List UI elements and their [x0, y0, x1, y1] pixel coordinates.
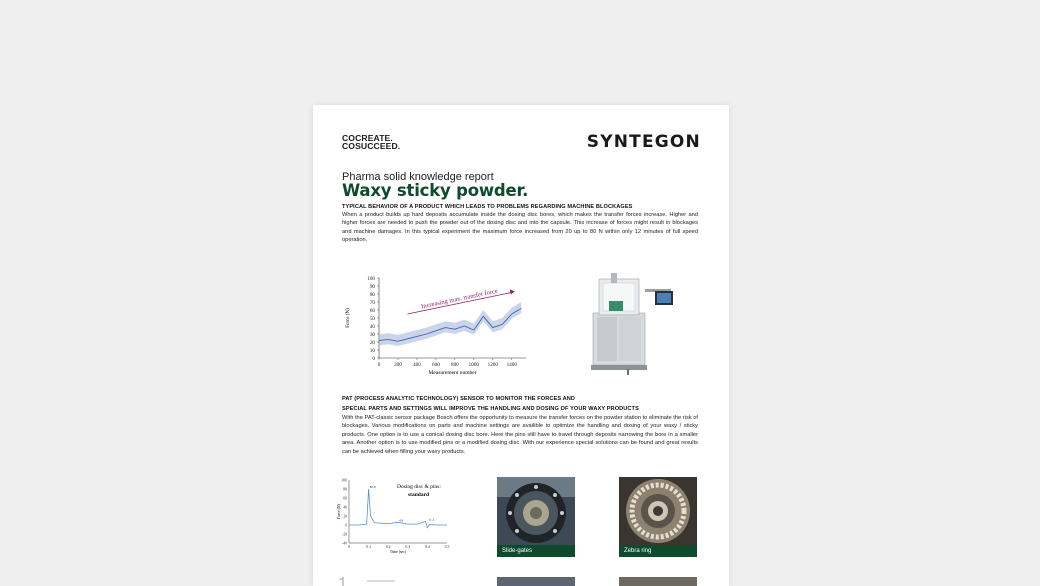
- force-chart-ytick-label: 0: [372, 355, 375, 362]
- force-chart-xtick-label: 0: [377, 362, 381, 368]
- next-photo-partial-2: [619, 577, 697, 586]
- force-chart-ytick-label: 20: [369, 339, 375, 346]
- force-chart-arrowhead: [510, 289, 515, 294]
- dosing-force-chart-xtick-label: 0.3: [405, 545, 411, 549]
- force-chart-xlabel: Measurement number: [428, 370, 477, 376]
- dosing-force-chart-point-label: 4.9: [399, 518, 404, 523]
- dosing-force-chart-ylabel: Force (N): [337, 504, 341, 519]
- force-chart-annotation: Increasing max. transfer force: [420, 287, 499, 311]
- tagline-line-1: COCREATE.: [342, 133, 393, 143]
- zebra-ring-caption: Zebra ring: [619, 545, 697, 557]
- dosing-force-chart-ytick-label: 60: [343, 496, 347, 501]
- next-chart-partial: [337, 575, 397, 586]
- zebra-ring-photo: [619, 477, 697, 557]
- force-chart-ytick-label: 60: [369, 307, 375, 314]
- brand-logo: SYNTEGON: [586, 132, 701, 152]
- force-chart-xtick-label: 800: [450, 362, 459, 368]
- tagline: [342, 134, 400, 151]
- dosing-force-chart-ytick-label: -40: [341, 541, 347, 546]
- force-chart-ytick-label: 10: [369, 347, 375, 354]
- force-chart-xtick-label: 1200: [487, 362, 498, 368]
- force-chart-ytick-label: 30: [369, 331, 375, 338]
- dosing-force-chart-xtick-label: 0.1: [366, 545, 371, 549]
- dosing-force-chart-point-label: 11.2: [428, 517, 435, 522]
- force-chart-ytick-label: 70: [369, 299, 375, 306]
- force-chart-xtick-label: 600: [432, 362, 440, 368]
- document-page: [313, 105, 729, 586]
- force-chart-ytick-label: 100: [367, 275, 375, 282]
- dosing-force-chart-ytick-label: -20: [341, 532, 347, 537]
- dosing-force-chart-ytick-label: 100: [341, 478, 347, 483]
- dosing-force-chart-xtick-label: 0.5: [444, 545, 450, 549]
- dosing-force-chart-ytick-label: 0: [345, 523, 347, 528]
- force-chart-xtick-label: 1400: [506, 362, 517, 368]
- dosing-force-chart-line: [349, 489, 447, 528]
- force-chart-xtick-label: 200: [394, 362, 402, 368]
- dosing-force-chart-xtick-label: 0.4: [425, 545, 430, 549]
- dosing-force-chart-title: Dosing disc & pins:: [397, 484, 441, 490]
- dosing-force-chart: [337, 475, 457, 557]
- force-chart-band: [379, 302, 521, 346]
- next-photo-partial-1: [497, 577, 575, 586]
- dosing-force-chart-ytick-label: 20: [343, 514, 347, 519]
- force-chart-xtick-label: 1000: [468, 362, 480, 368]
- section-2-body: With the PAT-classic sensor package Bosch offers the opportunity to measure the transfer forces on the powder station to eliminate the risk of blockages. Various modifications on parts and machine settings are availible to optimize the handling and dosing of your waxy / sticky products. One option is to use a conical dosing disc bore. Here the pins still have to travel through deposits narrowing the bore in a smaller area. Another option is to use modified pins or a modified dosing disc. With our experience special solutions can be found and great results can be achieved when filling your waxy products.: [342, 415, 698, 455]
- force-chart-xtick-label: 400: [413, 362, 421, 368]
- section-2-heading-1: PAT (PROCESS ANALYTIC TECHNOLOGY) SENSOR TO MONITOR THE FORCES AND: [342, 396, 576, 402]
- section-2-heading-2: SPECIAL PARTS AND SETTINGS WILL IMPROVE THE HANDLING AND DOSING OF YOUR WAXY PRODUCTS: [342, 406, 639, 412]
- dosing-force-chart-xtick-label: 0.2: [385, 545, 391, 549]
- section-1-heading: TYPICAL BEHAVIOR OF A PRODUCT WHICH LEADS TO PROBLEMS REGARDING MACHINE BLOCKAGES: [342, 204, 633, 210]
- capsule-filling-machine-image: [583, 265, 693, 377]
- force-chart-ylabel: Force (N): [346, 308, 351, 328]
- dosing-force-chart-point-label: 80.9: [369, 485, 376, 489]
- tagline-line-2: COSUCCEED.: [342, 141, 401, 152]
- dosing-force-chart-xtick-label: 0: [348, 545, 350, 549]
- dosing-force-chart-ytick-label: 40: [343, 505, 347, 510]
- dosing-force-chart-point-labels: [370, 485, 435, 522]
- force-chart: [339, 271, 539, 377]
- force-chart-ytick-label: 50: [369, 315, 375, 322]
- report-title: Waxy sticky powder.: [342, 181, 529, 200]
- slide-gates-caption: Slide-gates: [497, 545, 575, 557]
- section-1-body: When a product builds up hard deposits accumulate inside the dosing disc bores, which makes the transfer forces increase. Higher and higher forces are needed to push the powder out of the dosing disc and into the capsule. This increase of forces might result in blockages and machine damages. In this typical experiment the maximum force increased from 20 up to 80 N within only 12 minutes of full speed operation.: [342, 212, 698, 244]
- force-chart-ytick-label: 40: [369, 323, 375, 330]
- report-subtitle: Pharma solid knowledge report: [342, 171, 494, 183]
- slide-gates-photo: [497, 477, 575, 557]
- force-chart-ytick-label: 80: [369, 291, 375, 298]
- force-chart-ytick-label: 90: [369, 283, 375, 290]
- dosing-force-chart-ytick-label: 80: [343, 487, 347, 492]
- dosing-force-chart-title-2: standard: [408, 492, 430, 498]
- dosing-force-chart-xlabel: Time (sec): [389, 550, 407, 554]
